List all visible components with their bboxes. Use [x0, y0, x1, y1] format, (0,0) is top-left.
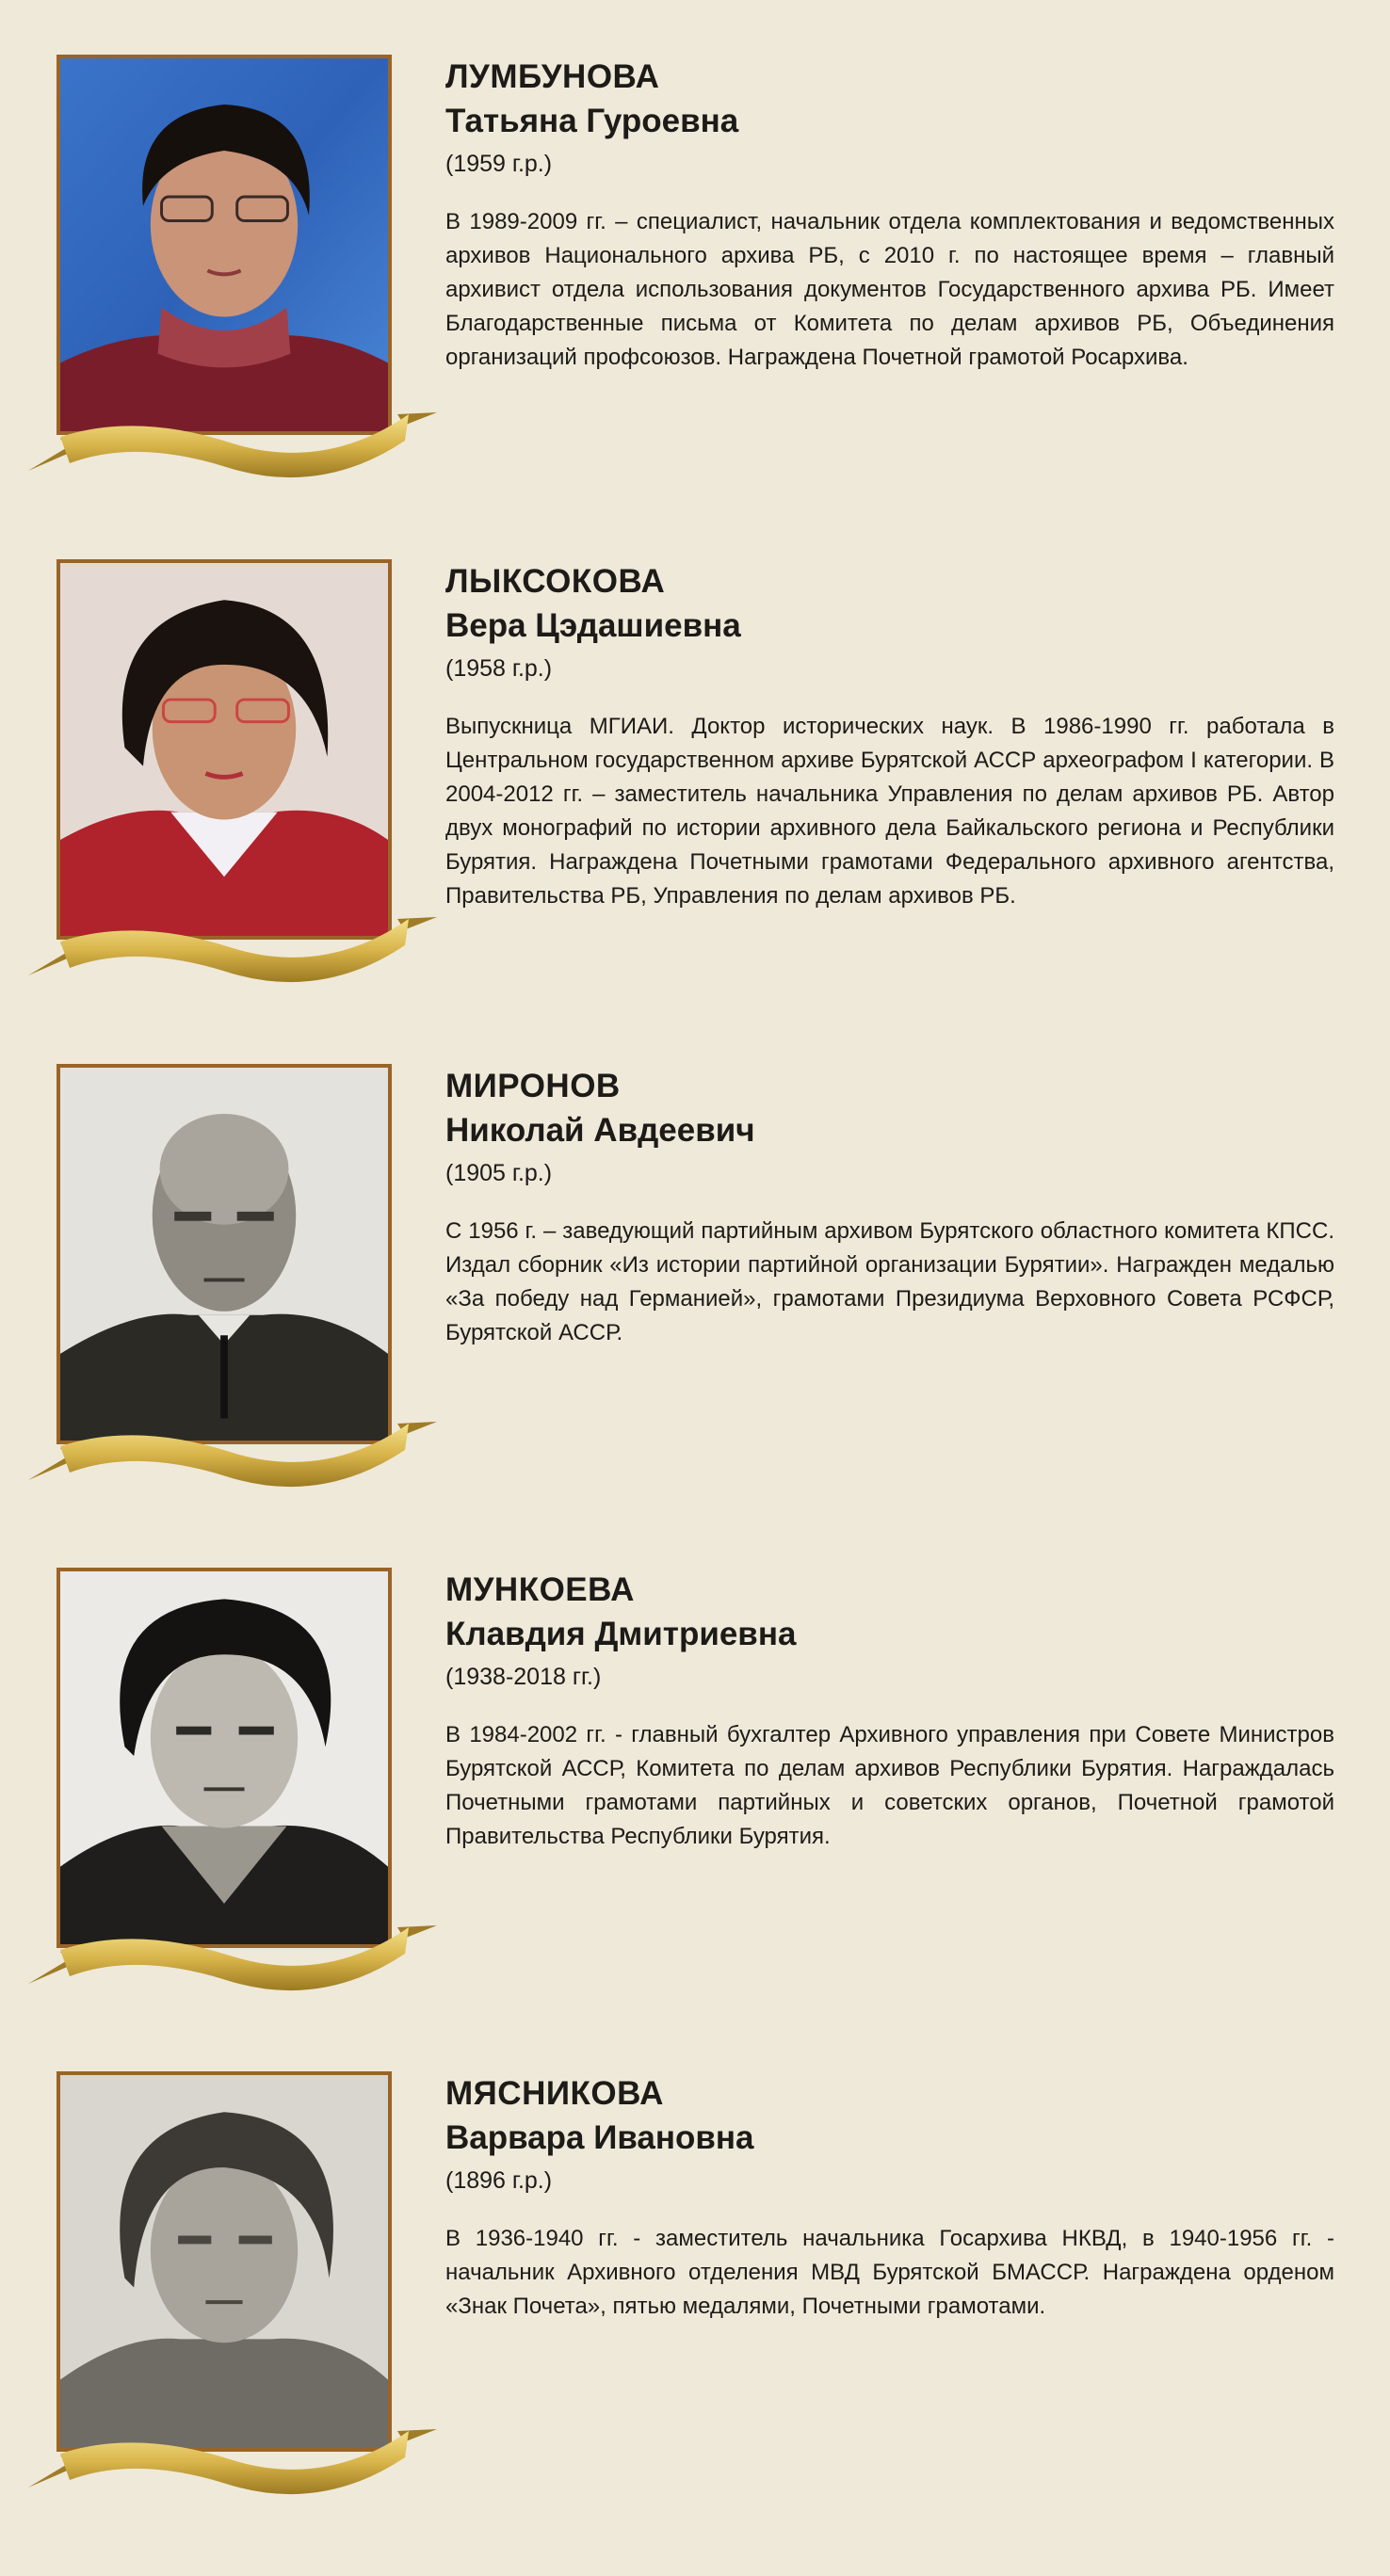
person-bio: В 1989-2009 гг. – специалист, начальник отдела комплектования и ведомственных архивов Национального архива РБ, с 2010 г. по настоящее время – главный архивист отдела использования документов Государственного архива РБ. Имеет Благодарственные письма от Комитета по делам архивов РБ, Объединения организаций профсоюзов. Награждена Почетной грамотой Росархива.: [445, 209, 1334, 370]
portrait-image: [60, 563, 388, 936]
person-info: [445, 559, 1334, 913]
portrait-image: [60, 2075, 388, 2448]
portrait-photo: [57, 2071, 392, 2452]
gold-ribbon: [23, 2410, 443, 2501]
person-info: [445, 55, 1334, 375]
portrait-photo: [57, 1568, 392, 1948]
entry-myasnikova: [0, 2071, 1390, 2576]
portrait-photo: [57, 559, 392, 940]
gold-ribbon: [23, 898, 443, 989]
gold-ribbon: [23, 1907, 443, 1997]
portrait-photo: [57, 1064, 392, 1444]
person-surname: ЛЫКСОКОВА: [445, 563, 666, 600]
person-info: [445, 1064, 1334, 1350]
person-years: (1905 г.р.): [445, 1160, 553, 1186]
person-bio: С 1956 г. – заведующий партийным архивом Бурятского областного комитета КПСС. Издал сборник «Из истории партийной организации Бурятии». Награжден медалью «За победу над Германией», грамотами Президиума Верховного Совета РСФСР, Бурятской АССР.: [445, 1218, 1334, 1345]
person-years: (1896 г.р.): [445, 2167, 553, 2194]
person-bio: В 1936-1940 гг. - заместитель начальника Госархива НКВД, в 1940-1956 гг. - начальник Архивного отделения МВД Бурятской БМАССР. Награждена орденом «Знак Почета», пятью медалями, Почетными грамотами.: [445, 2226, 1334, 2319]
entry-munkoeva: [0, 1568, 1390, 2072]
portrait-image: [60, 1068, 388, 1441]
person-years: (1958 г.р.): [445, 655, 553, 682]
person-given-name: Клавдия Дмитриевна: [445, 1616, 797, 1652]
person-surname: МЯСНИКОВА: [445, 2075, 664, 2112]
entry-lyksokova: [0, 559, 1390, 1064]
person-given-name: Вера Цэдашиевна: [445, 607, 741, 644]
entry-lumbunova: [0, 55, 1390, 559]
person-given-name: Николай Авдеевич: [445, 1112, 755, 1149]
person-info: [445, 1568, 1334, 1854]
portrait-image: [60, 1571, 388, 1944]
person-given-name: Варвара Ивановна: [445, 2119, 754, 2156]
gold-ribbon: [23, 1403, 443, 1493]
gold-ribbon: [23, 394, 443, 484]
person-surname: ЛУМБУНОВА: [445, 58, 660, 95]
entry-mironov: [0, 1064, 1390, 1569]
person-surname: МИРОНОВ: [445, 1068, 621, 1104]
person-years: (1938-2018 гг.): [445, 1664, 602, 1690]
person-surname: МУНКОЕВА: [445, 1571, 635, 1608]
person-given-name: Татьяна Гуроевна: [445, 103, 739, 139]
person-bio: В 1984-2002 гг. - главный бухгалтер Архивного управления при Совете Министров Бурятской АССР, Комитета по делам архивов Республики Бурятия. Награждалась Почетными грамотами партийных и советских органов, Почетной грамотой Правительства Республики Бурятия.: [445, 1722, 1334, 1849]
portrait-image: [60, 58, 388, 431]
portrait-photo: [57, 55, 392, 435]
person-info: [445, 2071, 1334, 2324]
person-years: (1959 г.р.): [445, 151, 553, 177]
person-bio: Выпускница МГИАИ. Доктор исторических наук. В 1986-1990 гг. работала в Центральном государственном архиве Бурятской АССР археографом I категории. В 2004-2012 гг. – заместитель начальника Управления по делам архивов РБ. Автор двух монографий по истории архивного дела Байкальского региона и Республики Бурятия. Награждена Почетными грамотами Федерального архивного агентства, Правительства РБ, Управления по делам архивов РБ.: [445, 714, 1334, 909]
